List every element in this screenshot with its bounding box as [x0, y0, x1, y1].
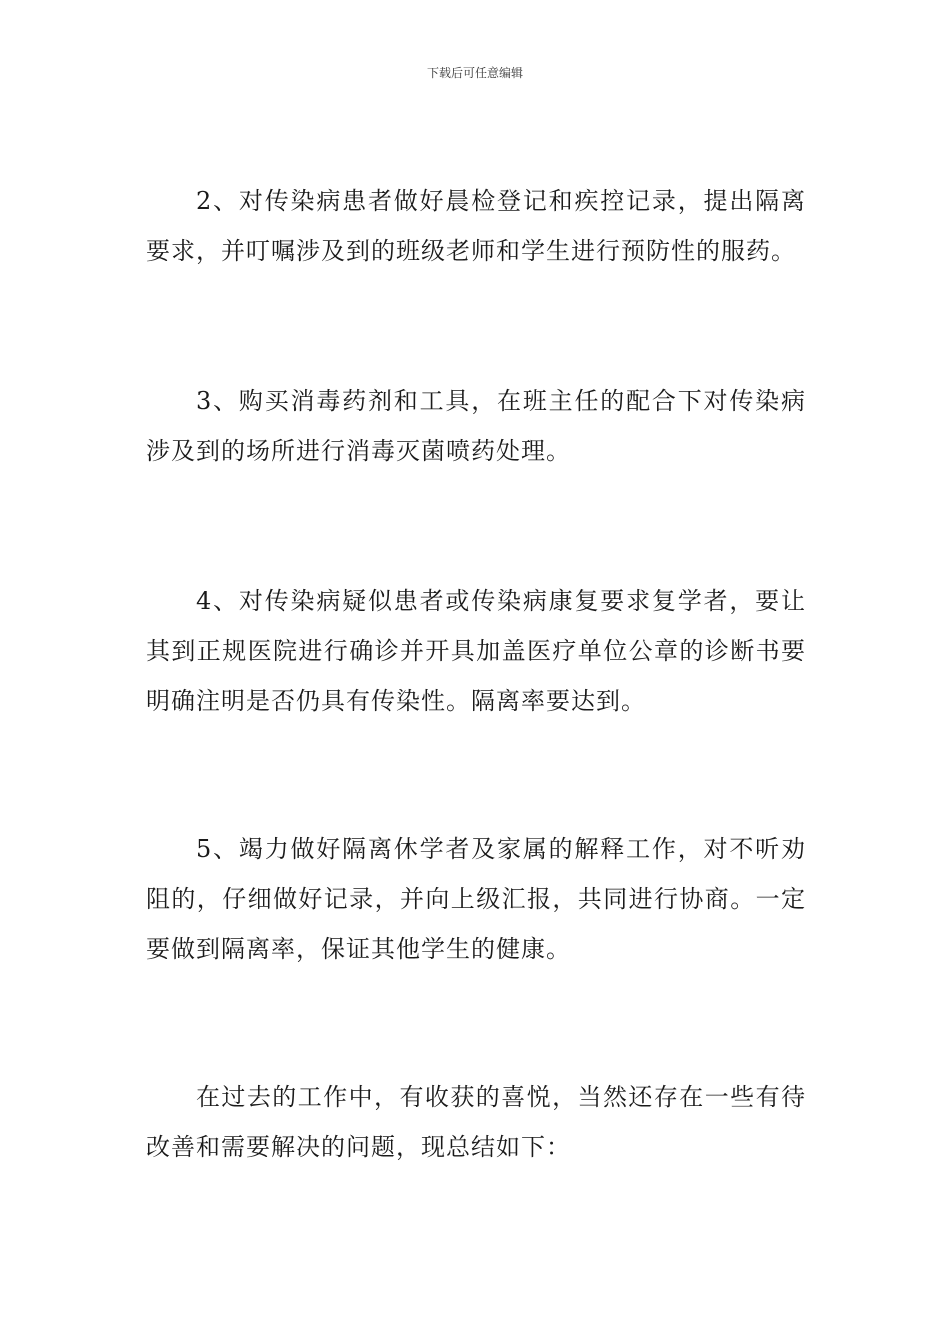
paragraph-item-2: 2、对传染病患者做好晨检登记和疾控记录，提出隔离要求，并叮嘱涉及到的班级老师和学生进行预防性的服药。 [146, 187, 806, 265]
paragraph-summary-intro: 在过去的工作中，有收获的喜悦，当然还存在一些有待改善和需要解决的问题，现总结如下： [146, 1083, 806, 1161]
paragraph-item-5: 5、竭力做好隔离休学者及家属的解释工作，对不听劝阻的，仔细做好记录，并向上级汇报，共同进行协商。一定要做到隔离率，保证其他学生的健康。 [146, 835, 806, 963]
page-header: 下载后可任意编辑 [426, 66, 523, 80]
paragraph-item-3: 3、购买消毒药剂和工具，在班主任的配合下对传染病涉及到的场所进行消毒灭菌喷药处理。 [146, 387, 806, 465]
paragraph-item-4: 4、对传染病疑似患者或传染病康复要求复学者，要让其到正规医院进行确诊并开具加盖医疗单位公章的诊断书要明确注明是否仍具有传染性。隔离率要达到。 [146, 587, 806, 715]
